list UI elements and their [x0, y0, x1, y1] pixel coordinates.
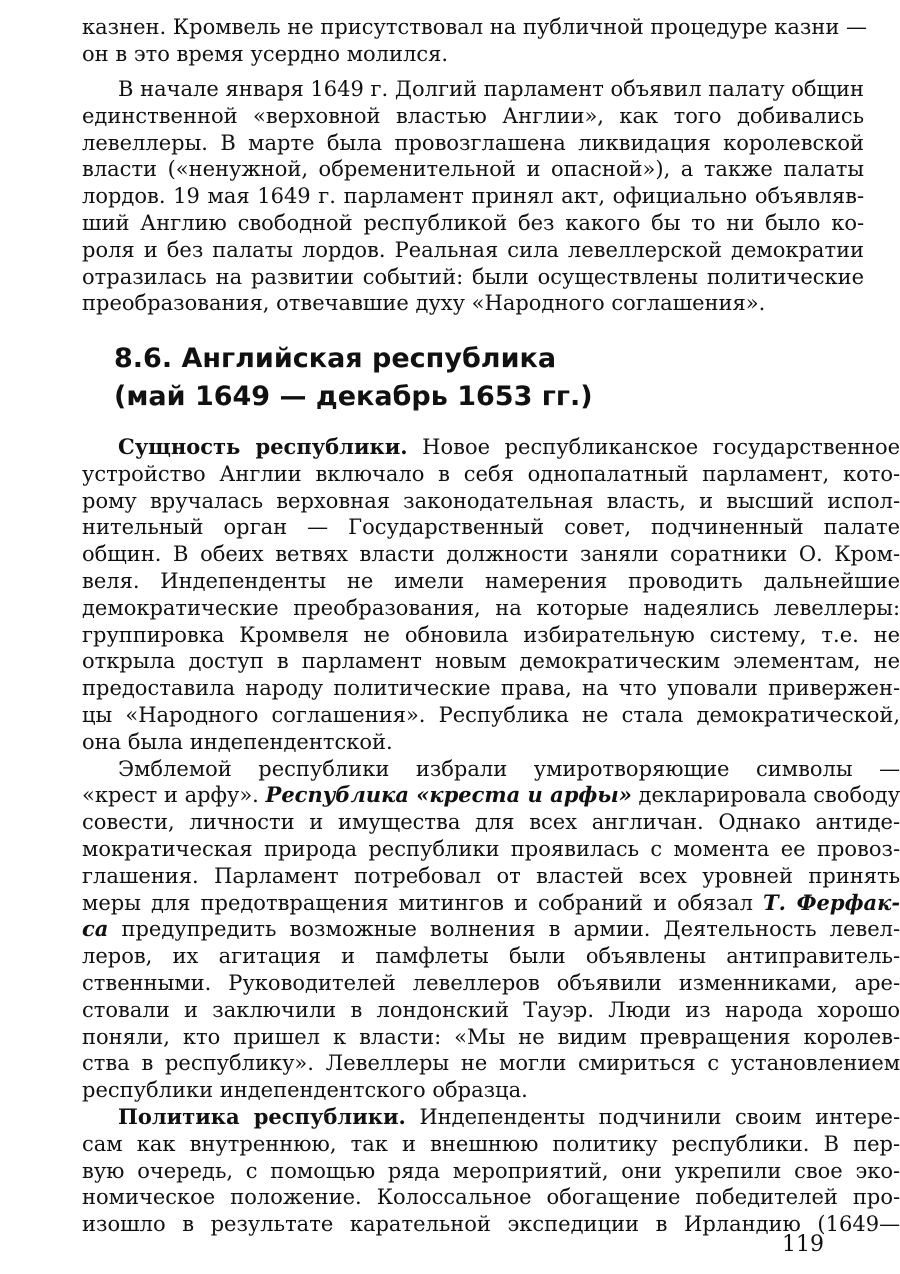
text-line: поняли, кто пришел к власти: «Мы не видим превращения королев- [82, 1024, 900, 1049]
text-line: цы «Народного соглашения». Республика не стала демократической, [82, 702, 900, 727]
text-line: он в это время усердно молился. [82, 41, 449, 66]
text-run: меры для предотвращения митингов и собраний и обязал [82, 890, 764, 915]
text-line: глашения. Парламент потребовал от властей всех уровней принять [82, 863, 900, 888]
text-line: власти («ненужной, обременительной и опасной»), а также палаты [82, 157, 865, 182]
text-line: В начале января 1649 г. Долгий парламент объявил палату общин [118, 77, 865, 101]
text-line: лордов. 19 мая 1649 г. парламент принял акт, официально объявляв- [82, 184, 865, 209]
text-line: мократическая природа республики проявилась с момента ее провоз- [82, 836, 900, 861]
run-in-heading-policy: Политика республики. [118, 1103, 406, 1129]
text-line: отразилась на развитии событий: были осуществлены политические [82, 264, 865, 289]
opening-paragraph [82, 14, 867, 68]
text-line: номическое положение. Колоссальное обогащение победителей про- [82, 1185, 900, 1210]
text-line: преобразования, отвечавшие духу «Народного соглашения». [82, 291, 766, 316]
text-line: ства в республику». Левеллеры не могли смириться с установлением [82, 1051, 900, 1076]
text-line: Эмблемой республики избрали умиротворяющие символы — [118, 756, 900, 781]
emphasis-republic-cross-harp: Республика «креста и арфы» [265, 782, 632, 808]
text-line: леров, их агитация и памфлеты были объявлены антиправитель- [82, 944, 900, 969]
text-line: совести, личности и имущества для всех англичан. Однако антиде- [82, 810, 900, 835]
text-line: роля и без палаты лордов. Реальная сила левеллерской демократии [82, 237, 865, 262]
paragraph-1649 [82, 76, 864, 317]
text-run: Новое республиканское государственное [407, 435, 900, 459]
paragraph-policy-first-line [82, 1104, 900, 1131]
page-number: 119 [782, 1232, 824, 1257]
section-body [82, 434, 900, 1238]
text-line: группировка Кромвеля не обновила избирательную систему, т.е. не [82, 622, 900, 647]
text-run: декларировала свободу [631, 783, 900, 808]
text-line: единственной «верховной властью Англии», как того добивались [82, 103, 865, 128]
text-line: вую очередь, с помощью ряда мероприятий, они укрепили свое эко- [82, 1158, 900, 1183]
run-in-heading-essence: Сущность республики. [118, 434, 408, 459]
text-line: открыла доступ в парламент новым демократическим элементам, не [82, 649, 900, 674]
text-line: республики индепендентского образца. [82, 1078, 528, 1103]
text-line: стовали и заключили в лондонский Тауэр. Люди из народа хорошо [82, 997, 900, 1022]
text-line: сам как внутреннюю, так и внешнюю политику республики. В пер- [82, 1131, 900, 1156]
text-line [82, 782, 900, 809]
text-line: демократические преобразования, на которые надеялись левеллеры: [82, 595, 900, 620]
text-line: общин. В обеих ветвях власти должности заняли соратники О. Кром- [82, 542, 900, 567]
text-line: казнен. Кромвель не присутствовал на публичной процедуре казни — [82, 15, 868, 39]
text-line: ственными. Руководителей левеллеров объявили изменниками, аре- [82, 970, 900, 995]
text-line: нительный орган — Государственный совет, подчиненный палате [82, 515, 900, 540]
section-heading-line-1: 8.6. Английская республика [114, 343, 557, 374]
emphasis-fairfax: Т. Ферфак- [763, 889, 900, 915]
text-line [82, 890, 900, 917]
text-line: предоставила народу политические права, на что уповали привержен- [82, 676, 900, 701]
text-line: изошло в результате карательной экспедиции в Ирландию (1649— [82, 1212, 900, 1237]
emphasis-fairfax-end: са [82, 916, 109, 942]
text-run: предупредить возможные волнения в армии. Деятельность левел- [108, 917, 900, 942]
paragraph-essence-first-line [82, 434, 900, 461]
text-line: она была индепендентской. [82, 729, 393, 754]
section-heading [114, 340, 593, 416]
text-line [82, 916, 900, 943]
text-line: ший Англию свободной республикой без какого бы то ни было ко- [82, 210, 865, 235]
text-line: левеллеры. В марте была провозглашена ликвидация королевской [82, 130, 865, 155]
text-run: Индепенденты подчинили своим интере- [405, 1104, 900, 1129]
text-line: веля. Индепенденты не имели намерения проводить дальнейшие [82, 568, 900, 593]
text-line: рому вручалась верховная законодательная власть, и высший испол- [82, 488, 900, 513]
text-line: устройство Англии включало в себя однопалатный парламент, кото- [82, 461, 900, 486]
section-heading-line-2: (май 1649 — декабрь 1653 гг.) [114, 381, 593, 412]
text-run: «крест и арфу». [82, 783, 266, 808]
